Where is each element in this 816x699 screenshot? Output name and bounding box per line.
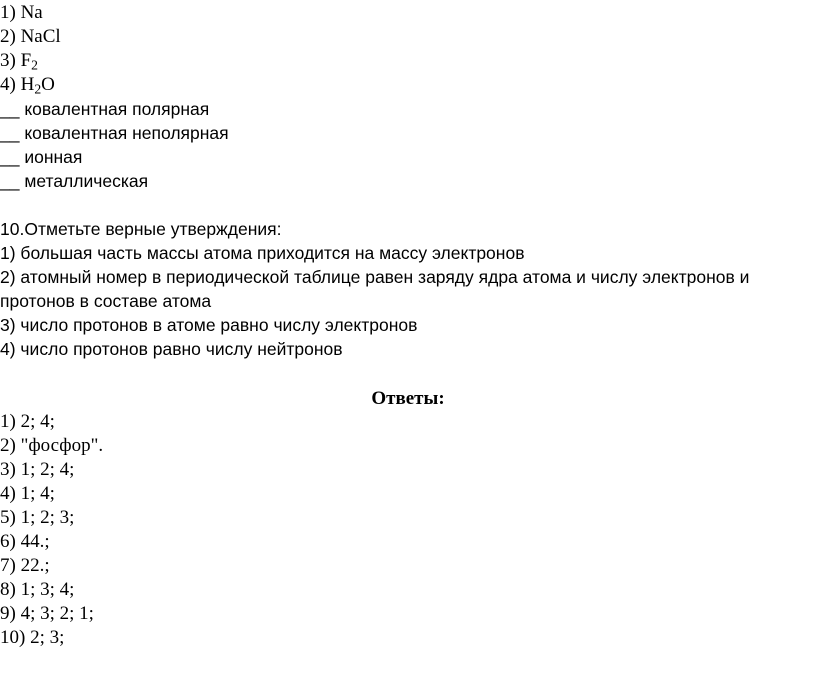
- statement-2-continued: протонов в составе атома: [0, 291, 212, 311]
- answer-item: 4) 1; 4;: [0, 483, 55, 504]
- bond-type-metallic: __ металлическая: [0, 171, 149, 191]
- option-na: 1) Na: [0, 2, 43, 23]
- statement-4: 4) число протонов равно числу нейтронов: [0, 339, 343, 359]
- option-f2: 3) $F_2$: [0, 50, 38, 73]
- statement-1: 1) большая часть массы атома приходится на массу электронов: [0, 243, 525, 263]
- answer-item: 1) 2; 4;: [0, 411, 55, 432]
- answer-item: 2) "фосфор".: [0, 435, 104, 456]
- option-nacl: 2) NaCl: [0, 26, 61, 47]
- bond-type-nonpolar-covalent: __ ковалентная неполярная: [0, 123, 229, 143]
- answer-item: 9) 4; 3; 2; 1;: [0, 603, 94, 624]
- statement-3: 3) число протонов в атоме равно числу электронов: [0, 315, 418, 335]
- answer-item: 5) 1; 2; 3;: [0, 507, 75, 528]
- answer-item: 8) 1; 3; 4;: [0, 579, 75, 600]
- question-10-title: 10.Отметьте верные утверждения:: [0, 219, 282, 239]
- answer-item: 10) 2; 3;: [0, 627, 65, 648]
- bond-type-polar-covalent: __ ковалентная полярная: [0, 99, 210, 119]
- answer-item: 3) 1; 2; 4;: [0, 459, 75, 480]
- bond-type-ionic: __ ионная: [0, 147, 83, 167]
- option-h2o: 4) $H_2O$: [0, 74, 55, 97]
- statement-2: 2) атомный номер в периодической таблице равен заряду ядра атома и числу электронов и: [0, 267, 750, 287]
- answers-heading: Ответы:: [371, 388, 445, 409]
- answer-item: 6) 44.;: [0, 531, 50, 552]
- answer-item: 7) 22.;: [0, 555, 50, 576]
